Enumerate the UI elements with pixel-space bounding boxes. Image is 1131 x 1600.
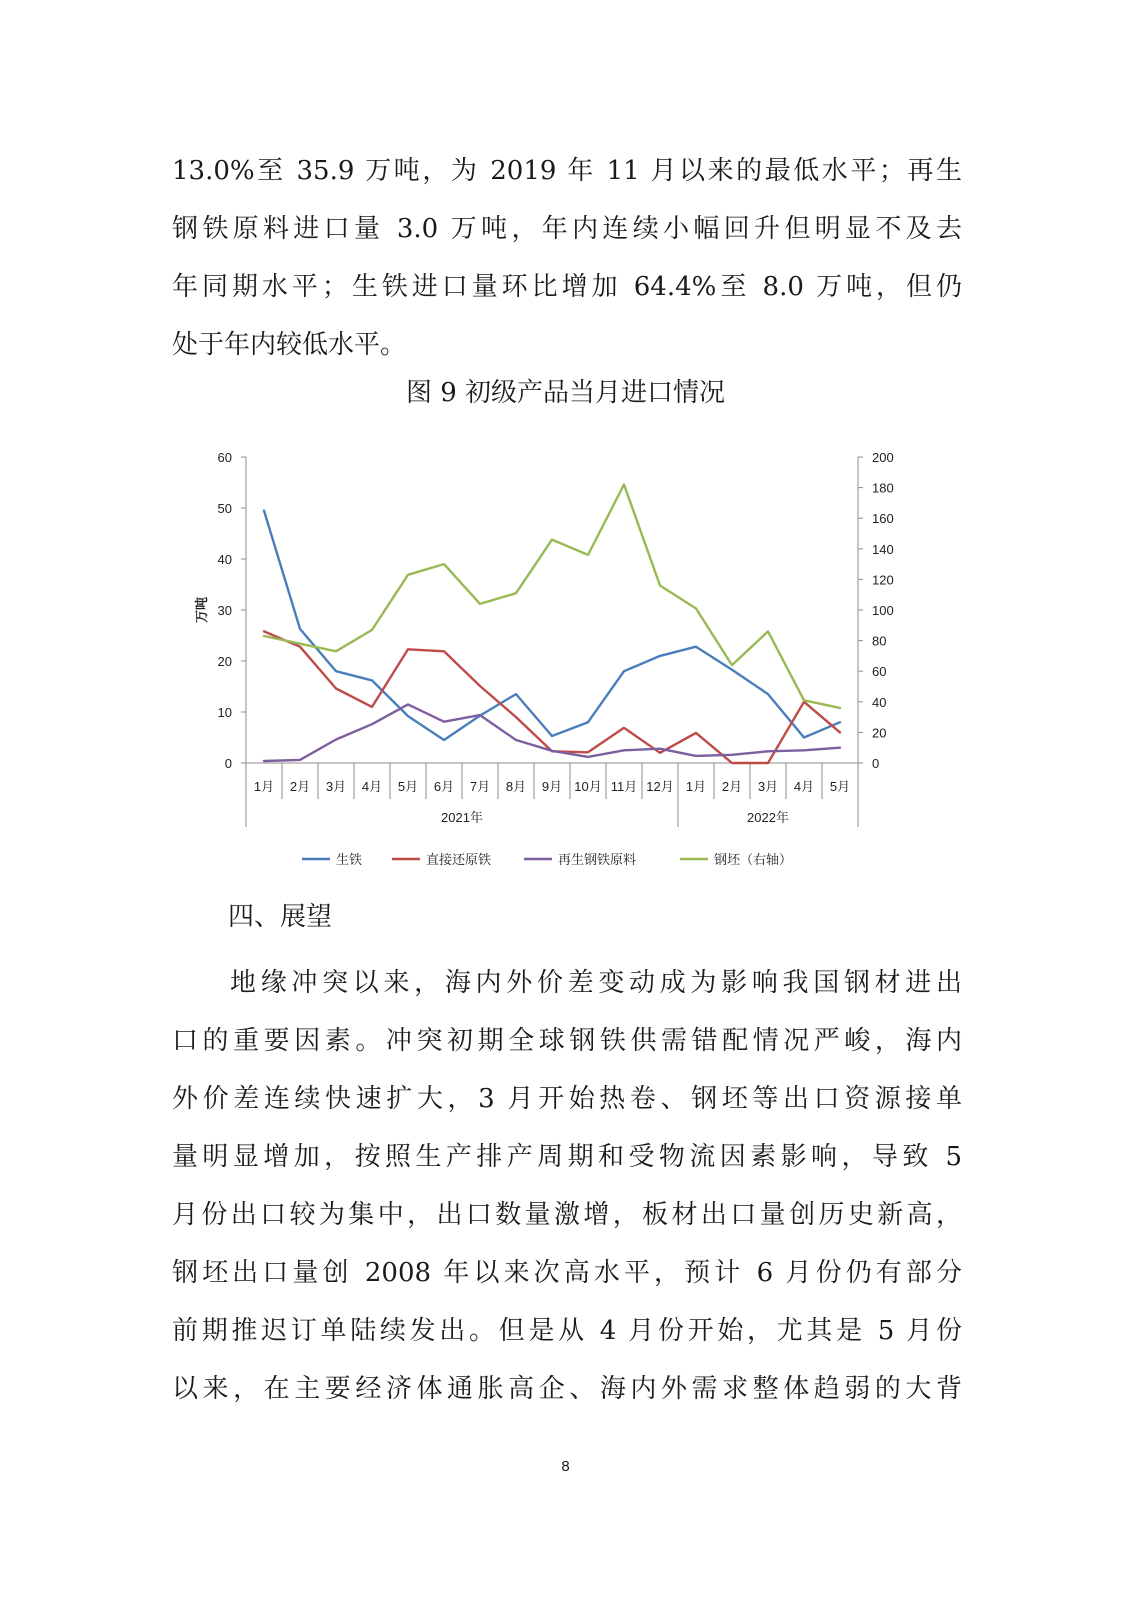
x-tick-label: 6月 bbox=[433, 779, 455, 794]
y-tick-label-right: 60 bbox=[872, 664, 887, 680]
outlook-line: 量明显增加，按照生产排产周期和受物流因素影响，导致 5 bbox=[172, 1142, 962, 1172]
x-tick-label: 1月 bbox=[685, 779, 707, 794]
y-tick-label-left: 10 bbox=[217, 705, 232, 720]
intro-line: 钢铁原料进口量 3.0 万吨，年内连续小幅回升但明显不及去 bbox=[172, 214, 962, 244]
x-tick-label: 11月 bbox=[610, 779, 638, 794]
y-tick-label-right: 200 bbox=[872, 450, 894, 465]
figure-title: 图 9 初级产品当月进口情况 bbox=[405, 378, 726, 408]
outlook-line: 月份出口较为集中，出口数量激增，板材出口量创历史新高， bbox=[172, 1200, 962, 1230]
x-tick-label: 3月 bbox=[757, 779, 779, 794]
y-tick-label-right: 40 bbox=[872, 694, 887, 710]
y-tick-label-left: 50 bbox=[217, 501, 232, 516]
outlook-line: 以来，在主要经济体通胀高企、海内外需求整体趋弱的大背 bbox=[172, 1374, 962, 1404]
outlook-line: 口的重要因素。冲突初期全球钢铁供需错配情况严峻，海内 bbox=[172, 1026, 962, 1056]
x-tick-label: 9月 bbox=[541, 779, 563, 794]
x-tick-label: 12月 bbox=[646, 779, 674, 794]
outlook-paragraph bbox=[172, 954, 962, 1418]
x-tick-label: 4月 bbox=[361, 779, 383, 794]
intro-line: 处于年内较低水平。 bbox=[172, 330, 407, 360]
x-tick-label: 2月 bbox=[721, 779, 743, 794]
x-tick-label: 5月 bbox=[397, 779, 419, 794]
group-label: 2021年 bbox=[441, 810, 483, 825]
y-tick-label-left: 0 bbox=[224, 756, 232, 771]
intro-line: 年同期水平；生铁进口量环比增加 64.4%至 8.0 万吨，但仍 bbox=[172, 272, 962, 302]
intro-line: 13.0%至 35.9 万吨，为 2019 年 11 月以来的最低水平；再生 bbox=[172, 156, 962, 186]
outlook-line: 地缘冲突以来，海内外价差变动成为影响我国钢材进出 bbox=[230, 968, 962, 998]
x-tick-label: 5月 bbox=[829, 779, 851, 794]
y-tick-label-left: 60 bbox=[217, 450, 232, 465]
legend-label: 再生钢铁原料 bbox=[558, 853, 637, 868]
y-tick-label-right: 120 bbox=[872, 572, 894, 588]
series-line bbox=[264, 511, 840, 740]
x-tick-label: 2月 bbox=[289, 779, 311, 794]
y-tick-label-left: 20 bbox=[217, 654, 232, 669]
x-tick-label: 4月 bbox=[793, 779, 815, 794]
legend-label: 生铁 bbox=[336, 853, 363, 868]
y-tick-label-right: 160 bbox=[872, 511, 894, 527]
x-tick-label: 10月 bbox=[574, 779, 602, 794]
group-label: 2022年 bbox=[747, 810, 789, 825]
legend-label: 钢坯（右轴） bbox=[714, 853, 793, 868]
series-line bbox=[264, 704, 840, 761]
y-tick-label-right: 0 bbox=[872, 756, 880, 771]
outlook-line: 钢坯出口量创 2008 年以来次高水平，预计 6 月份仍有部分 bbox=[172, 1258, 962, 1288]
y-axis-label: 万吨 bbox=[194, 596, 209, 624]
page-number: 8 bbox=[561, 1458, 570, 1475]
legend-label: 直接还原铁 bbox=[426, 853, 492, 868]
x-tick-label: 7月 bbox=[469, 779, 491, 794]
section-heading: 四、展望 bbox=[228, 902, 333, 932]
outlook-line: 外价差连续快速扩大，3 月开始热卷、钢坯等出口资源接单 bbox=[172, 1084, 962, 1114]
y-tick-label-right: 180 bbox=[872, 480, 894, 496]
outlook-line: 前期推迟订单陆续发出。但是从 4 月份开始，尤其是 5 月份 bbox=[172, 1316, 962, 1346]
x-tick-label: 3月 bbox=[325, 779, 347, 794]
y-tick-label-right: 100 bbox=[872, 603, 894, 618]
y-tick-label-left: 30 bbox=[217, 603, 232, 618]
y-tick-label-right: 140 bbox=[872, 541, 894, 557]
y-tick-label-left: 40 bbox=[217, 552, 232, 567]
y-tick-label-right: 20 bbox=[872, 725, 887, 741]
y-tick-label-right: 80 bbox=[872, 633, 887, 649]
x-tick-label: 8月 bbox=[505, 779, 527, 794]
x-tick-label: 1月 bbox=[253, 779, 275, 794]
series-line bbox=[264, 631, 840, 763]
